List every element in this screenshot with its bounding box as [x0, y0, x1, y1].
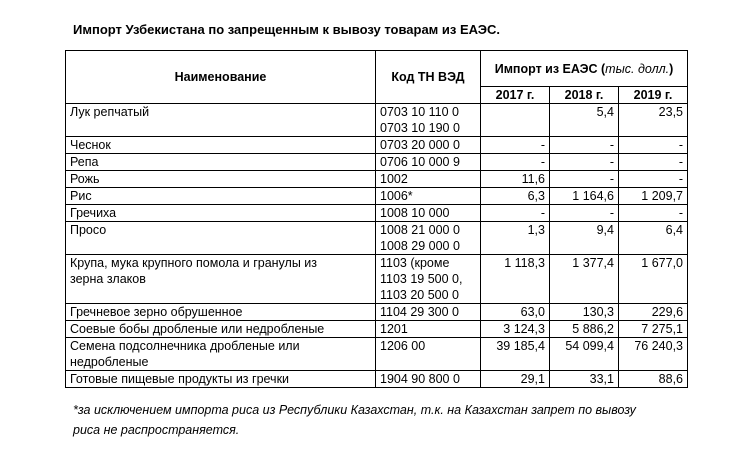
cell-value-2017: 1 118,3 [481, 255, 550, 304]
cell-value-2017: - [481, 154, 550, 171]
cell-name [66, 255, 376, 304]
cell-value-2019: - [619, 205, 688, 222]
cell-code [376, 137, 481, 154]
cell-value-2018: - [550, 205, 619, 222]
table-row [66, 304, 688, 321]
document-title: Импорт Узбекистана по запрещенным к вывозу товарам из ЕАЭС. [73, 22, 500, 37]
cell-code-line: 1006* [380, 189, 413, 203]
header-import-close: ) [669, 61, 674, 76]
cell-value-2019: 88,6 [619, 371, 688, 388]
header-name: Наименование [66, 51, 376, 104]
header-import-main: Импорт из ЕАЭС ( [494, 61, 606, 76]
header-code: Код ТН ВЭД [376, 51, 481, 104]
cell-name-line: Лук репчатый [70, 105, 150, 119]
cell-name [66, 222, 376, 255]
cell-name-line: Чеснок [70, 138, 111, 152]
cell-value-2019: - [619, 154, 688, 171]
cell-code [376, 321, 481, 338]
cell-value-2018: 5,4 [550, 104, 619, 137]
table-row [66, 171, 688, 188]
table-row [66, 255, 688, 304]
cell-value-2018: 130,3 [550, 304, 619, 321]
cell-code-line: 1008 10 000 [380, 206, 450, 220]
footnote [73, 400, 693, 440]
cell-value-2019: - [619, 137, 688, 154]
cell-code-line: 0703 10 110 0 [380, 105, 460, 119]
cell-value-2018: 5 886,2 [550, 321, 619, 338]
cell-value-2017: 11,6 [481, 171, 550, 188]
cell-value-2017: 39 185,4 [481, 338, 550, 371]
cell-name-line: Соевые бобы дробленые или недробленые [70, 322, 325, 336]
cell-code [376, 338, 481, 371]
cell-code [376, 255, 481, 304]
cell-name-line: Рис [70, 189, 92, 203]
cell-code-line: 1008 21 000 0 [380, 223, 460, 237]
cell-code-line: 1103 (кроме [380, 256, 450, 270]
cell-value-2019: 6,4 [619, 222, 688, 255]
cell-code-line: 0703 20 000 0 [380, 138, 460, 152]
cell-code-line: 1103 19 500 0, [380, 272, 463, 286]
cell-name [66, 371, 376, 388]
cell-code-line: 0703 10 190 0 [380, 121, 460, 135]
footnote-line: риса не распространяется. [73, 423, 240, 437]
cell-code-line: 1008 29 000 0 [380, 239, 460, 253]
cell-value-2018: 1 377,4 [550, 255, 619, 304]
cell-name-line: Рожь [70, 172, 100, 186]
cell-name-line: недробленые [70, 355, 149, 369]
import-table [65, 50, 688, 388]
cell-value-2017: 1,3 [481, 222, 550, 255]
cell-value-2019: - [619, 171, 688, 188]
cell-name [66, 321, 376, 338]
cell-code-line: 1206 00 [380, 339, 426, 353]
cell-name [66, 104, 376, 137]
cell-value-2019: 7 275,1 [619, 321, 688, 338]
cell-value-2017: 29,1 [481, 371, 550, 388]
header-year-2018: 2018 г. [550, 87, 619, 104]
cell-value-2018: - [550, 171, 619, 188]
table-row [66, 338, 688, 371]
footnote-line: *за исключением импорта риса из Республики Казахстан, т.к. на Казахстан запрет по вывозу [73, 403, 636, 417]
header-year-2017: 2017 г. [481, 87, 550, 104]
cell-code-line: 1002 [380, 172, 408, 186]
cell-name-line: зерна злаков [70, 272, 146, 286]
cell-value-2018: 1 164,6 [550, 188, 619, 205]
table-row [66, 104, 688, 137]
cell-name [66, 338, 376, 371]
table-row [66, 188, 688, 205]
cell-value-2017: - [481, 137, 550, 154]
cell-name-line: Репа [70, 155, 99, 169]
cell-name-line: Крупа, мука крупного помола и гранулы из [70, 256, 317, 270]
cell-value-2018: - [550, 154, 619, 171]
cell-code [376, 171, 481, 188]
cell-code-line: 1201 [380, 322, 408, 336]
cell-code [376, 104, 481, 137]
cell-value-2018: 54 099,4 [550, 338, 619, 371]
cell-code-line: 0706 10 000 9 [380, 155, 460, 169]
table-row [66, 222, 688, 255]
table-row [66, 371, 688, 388]
cell-name [66, 171, 376, 188]
cell-code [376, 371, 481, 388]
cell-name [66, 154, 376, 171]
cell-value-2019: 1 677,0 [619, 255, 688, 304]
cell-code [376, 205, 481, 222]
cell-name [66, 137, 376, 154]
cell-value-2018: 9,4 [550, 222, 619, 255]
cell-value-2017: 63,0 [481, 304, 550, 321]
header-import-unit: тыс. долл. [605, 61, 670, 76]
cell-value-2017: 3 124,3 [481, 321, 550, 338]
cell-value-2019: 1 209,7 [619, 188, 688, 205]
header-year-2019: 2019 г. [619, 87, 688, 104]
cell-value-2017: - [481, 205, 550, 222]
cell-name [66, 304, 376, 321]
cell-value-2017 [481, 104, 550, 137]
cell-name [66, 205, 376, 222]
cell-code-line: 1103 20 500 0 [380, 288, 460, 302]
table-row [66, 205, 688, 222]
cell-value-2019: 23,5 [619, 104, 688, 137]
cell-code [376, 222, 481, 255]
table-row [66, 137, 688, 154]
cell-value-2017: 6,3 [481, 188, 550, 205]
cell-value-2018: 33,1 [550, 371, 619, 388]
table-row [66, 154, 688, 171]
cell-value-2019: 229,6 [619, 304, 688, 321]
cell-code [376, 188, 481, 205]
cell-code [376, 304, 481, 321]
header-import [481, 51, 688, 87]
cell-value-2018: - [550, 137, 619, 154]
cell-code-line: 1904 90 800 0 [380, 372, 460, 386]
cell-name [66, 188, 376, 205]
cell-name-line: Гречиха [70, 206, 117, 220]
cell-name-line: Семена подсолнечника дробленые или [70, 339, 300, 353]
cell-value-2019: 76 240,3 [619, 338, 688, 371]
cell-name-line: Гречневое зерно обрушенное [70, 305, 243, 319]
cell-code-line: 1104 29 300 0 [380, 305, 460, 319]
table-row [66, 321, 688, 338]
cell-name-line: Просо [70, 223, 107, 237]
cell-name-line: Готовые пищевые продукты из гречки [70, 372, 290, 386]
table-body [66, 104, 688, 388]
cell-code [376, 154, 481, 171]
